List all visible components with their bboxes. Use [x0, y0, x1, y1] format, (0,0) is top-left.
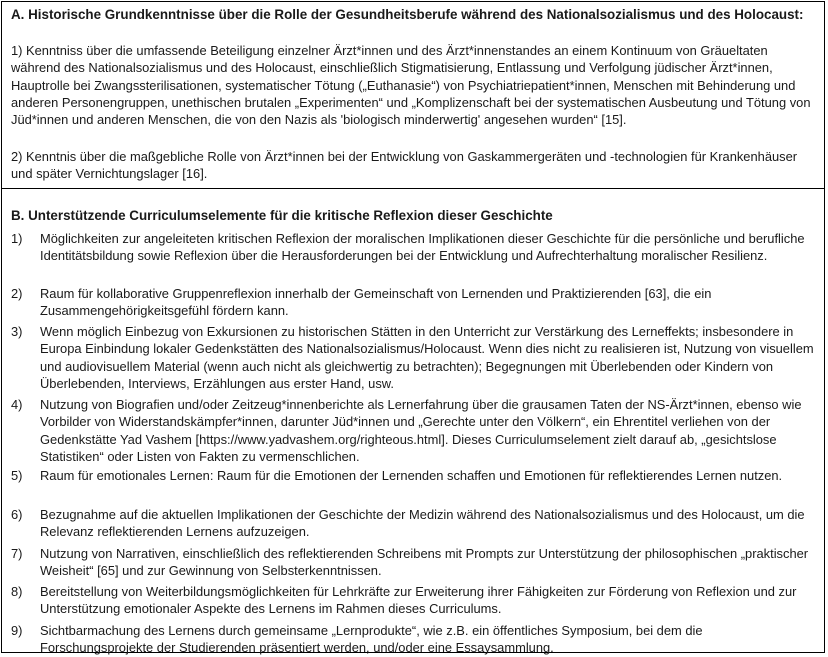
list-item-number: 7): [11, 546, 23, 561]
list-item-number: 8): [11, 584, 23, 599]
list-item-text: Nutzung von Narrativen, einschließlich des reflektierenden Schreibens mit Prompts zur Unterstützung der philosophischen „praktischer Weisheit“ [65] und zur Gewinnung von Selbsterkenntnissen.: [40, 546, 809, 579]
list-item-number: 9): [11, 623, 23, 638]
list-item-number: 6): [11, 507, 23, 522]
list-item-text: Raum für emotionales Lernen: Raum für die Emotionen der Lernenden schaffen und Emotionen für reflektierendes Lernen nutzen.: [40, 468, 783, 483]
list-item-number: 4): [11, 397, 23, 412]
list-item-number: 3): [11, 324, 23, 339]
list-item-number: 5): [11, 468, 23, 483]
list-item-text: Raum für kollaborative Gruppenreflexion innerhalb der Gemeinschaft von Lernenden und Praktizierenden [63], die ein Zusammengehörigkeitsgefühl fördern kann.: [40, 286, 712, 319]
section-a-paragraph-1: 1) Kenntniss über die umfassende Beteiligung einzelner Ärzt*innen und des Ärzt*innenstandes an einem Kontinuum von Gräueltaten während des Nationalsozialismus und des Holocaust, einschließlich Stigmatisierung, Entlassung und Verfolgung jüdischer Ärzt*innen, Hauptrolle bei Zwangssterilisationen, systematischer Tötung („Euthanasie“) von Psychiatriepatient*innen, Menschen mit Behinderung und anderen Personengruppen, unethischen brutalen „Experimenten“ und „Komplizenschaft bei der systematischen Ausbeutung und Tötung von Jüd*innen und anderen Menschen, die von den Nazis als 'biologisch minderwertig' angesehen wurden“ [15].: [11, 43, 811, 128]
list-item-text: Möglichkeiten zur angeleiteten kritischen Reflexion der moralischen Implikationen dieser Geschichte für die persönliche und berufliche Identitätsbildung sowie Reflexion über die Herausforderungen bei der Entwicklung und Aufrechterhaltung moralischer Resilienz.: [40, 231, 805, 264]
list-item-text: Nutzung von Biografien und/oder Zeitzeug*innenberichte als Lernerfahrung über die grausamen Taten der NS-Ärzt*innen, ebenso wie Vorbilder von Widerstandskämpfer*innen, darunter Jüd*innen und „Gerechte unter den Völkern“, ein Ehrentitel verliehen von der Gedenkstätte Yad Vashem [https://www.yadvashem.org/righteous.html]. Dieses Curriculumselement zielt darauf ab, „gesichtslose Statistiken“ oder Listen von Fakten zu vermenschlichen.: [40, 397, 802, 464]
list-item-text: Bezugnahme auf die aktuellen Implikationen der Geschichte der Medizin während des Nationalsozialismus und des Holocaust, um die Relevanz reflektierenden Lernens aufzuzeigen.: [40, 507, 805, 540]
section-a-heading: A. Historische Grundkenntnisse über die Rolle der Gesundheitsberufe während des Nationalsozialismus und des Holocaust:: [11, 7, 804, 22]
section-a-paragraph-2: 2) Kenntnis über die maßgebliche Rolle von Ärzt*innen bei der Entwicklung von Gaskammergeräten und -technologien für Krankenhäuser und später Vernichtungslager [16].: [11, 149, 798, 182]
list-item-text: Wenn möglich Einbezug von Exkursionen zu historischen Stätten in den Unterricht zur Verstärkung des Lerneffekts; insbesondere in Europa Einbindung lokaler Gedenkstätten des Nationalsozialismus/Holocaust. Wenn dies nicht zu realisieren ist, Nutzung von visuellem und audiovisuellem Material (wenn auch nicht als gleichwertig zu betrachten); Begegnungen mit Überlebenden oder Kindern von Überlebenden, Interviews, Erzählungen aus erster Hand, usw.: [40, 324, 814, 391]
list-item-text: Sichtbarmachung des Lernens durch gemeinsame „Lernprodukte“, wie z.B. ein öffentliches Symposium, bei dem die Forschungsprojekte der Studierenden präsentiert werden, und/oder eine Essaysammlung.: [40, 623, 703, 656]
section-a: [2, 2, 824, 189]
document-frame: [1, 1, 825, 656]
list-item-text: Bereitstellung von Weiterbildungsmöglichkeiten für Lehrkräfte zur Erweiterung ihrer Fähigkeiten zur Förderung von Reflexion und zur Unterstützung emotionaler Aspekte des Lernens im Rahmen dieses Curriculums.: [40, 584, 797, 617]
list-item-number: 2): [11, 286, 23, 301]
list-item-number: 1): [11, 231, 23, 246]
section-b-heading: B. Unterstützende Curriculumselemente für die kritische Reflexion dieser Geschichte: [11, 208, 553, 223]
